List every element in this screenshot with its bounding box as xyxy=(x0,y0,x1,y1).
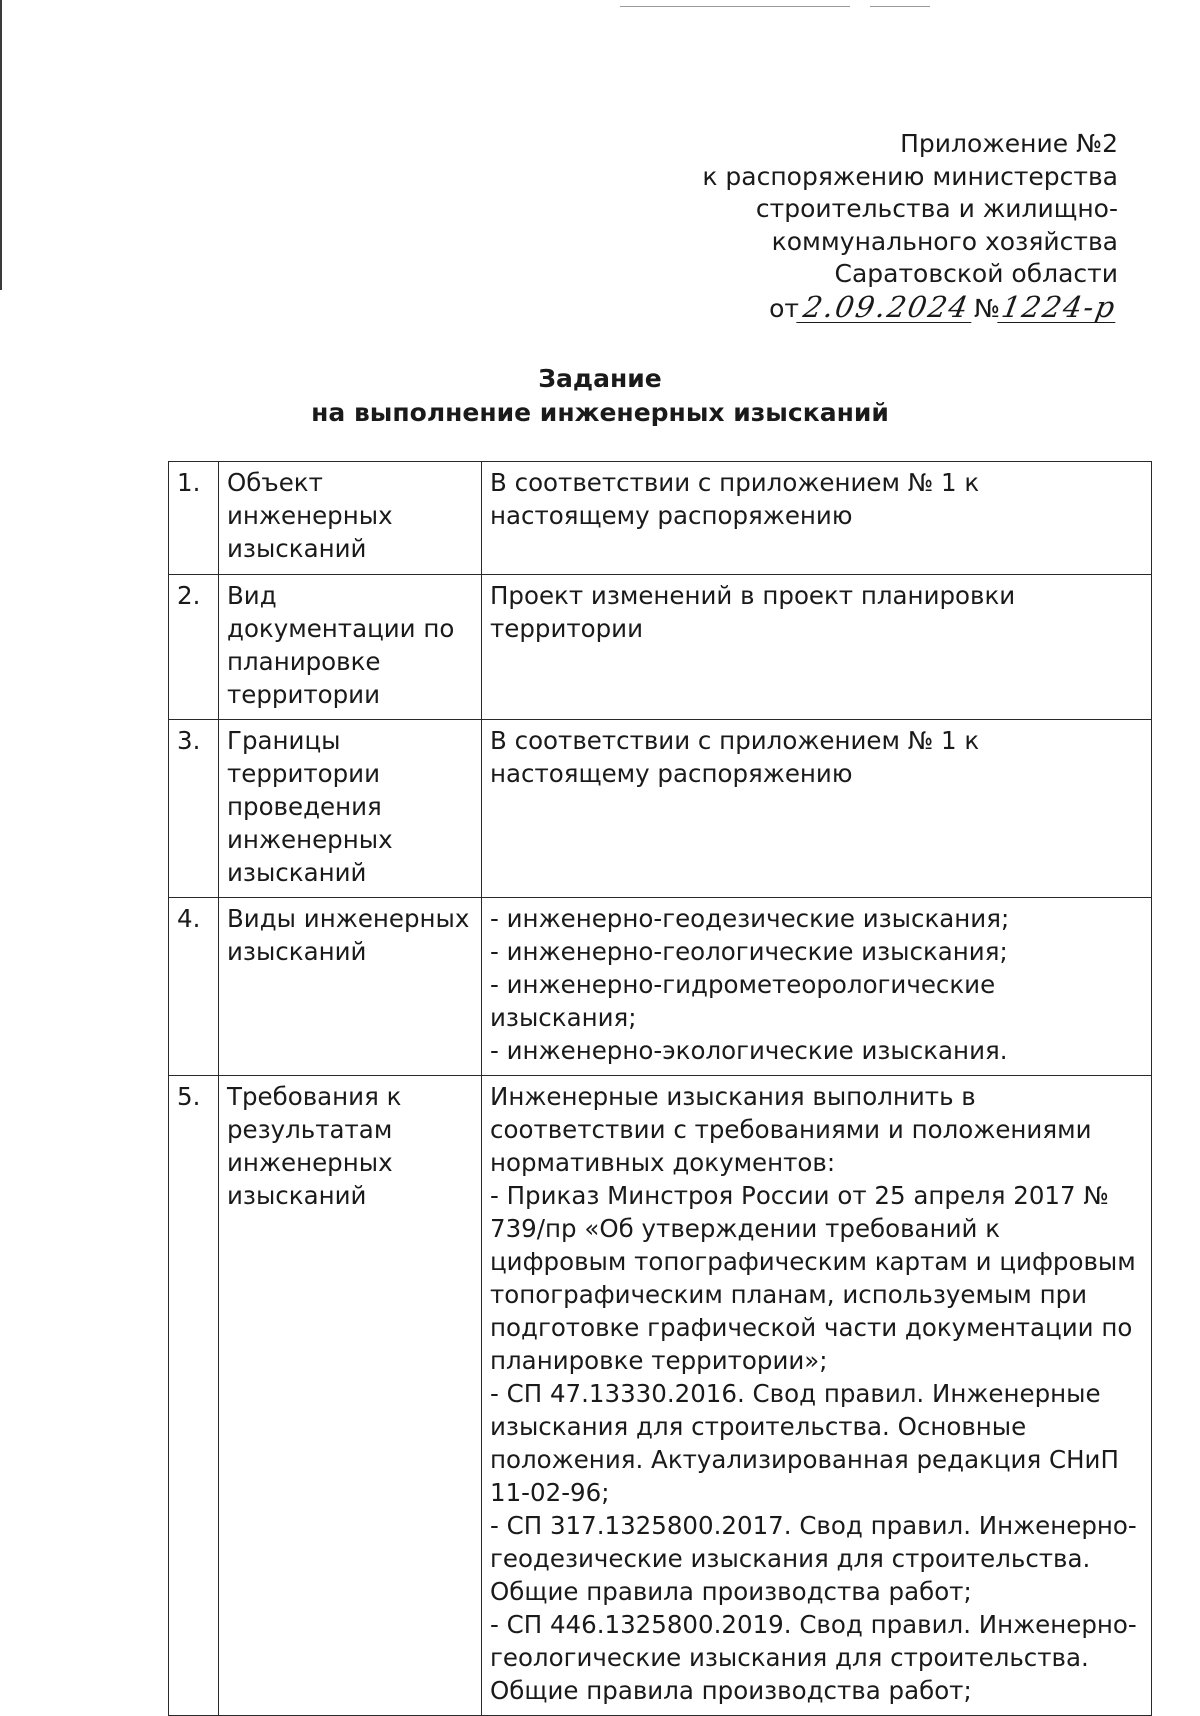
table-row xyxy=(169,898,1152,1076)
row-label: Границы территории проведения инженерных изысканий xyxy=(219,720,482,898)
content-paragraph: - СП 317.1325800.2017. Свод правил. Инженерно-геодезические изыскания для строительства. Общие правила производства работ; xyxy=(490,1511,1137,1606)
title-line-1: Задание xyxy=(538,364,662,393)
row-label: Требования к результатам инженерных изысканий xyxy=(219,1076,482,1716)
row-content xyxy=(482,575,1152,720)
content-paragraph: В соответствии с приложением № 1 к настоящему распоряжению xyxy=(490,468,980,530)
table-row xyxy=(169,720,1152,898)
table-row xyxy=(169,462,1152,575)
content-paragraph: - СП 446.1325800.2019. Свод правил. Инженерно-геологические изыскания для строительства. Общие правила производства работ; xyxy=(490,1610,1137,1705)
date-prefix: от xyxy=(769,293,799,323)
row-label: Объект инженерных изысканий xyxy=(219,462,482,575)
appendix-title: Приложение №2 xyxy=(900,129,1118,158)
row-content xyxy=(482,1076,1152,1716)
row-number: 5. xyxy=(169,1076,219,1716)
row-number: 3. xyxy=(169,720,219,898)
order-date-line xyxy=(598,289,1120,326)
title-line-2: на выполнение инженерных изысканий xyxy=(311,398,889,427)
table-row xyxy=(169,1076,1152,1716)
header-line: коммунального хозяйства xyxy=(771,226,1118,256)
scan-left-edge xyxy=(0,0,2,290)
document-title xyxy=(0,362,1200,430)
row-label: Вид документации по планировке территории xyxy=(219,575,482,720)
content-paragraph: - инженерно-геодезические изыскания; xyxy=(490,904,1010,933)
task-table xyxy=(168,461,1152,1716)
content-paragraph: Инженерные изыскания выполнить в соответствии с требованиями и положениями нормативных документов: xyxy=(490,1082,1092,1177)
header-line: Саратовской области xyxy=(834,259,1118,288)
row-content xyxy=(482,898,1152,1076)
content-paragraph: В соответствии с приложением № 1 к настоящему распоряжению xyxy=(490,726,980,788)
content-paragraph: - Приказ Минстроя России от 25 апреля 2017 № 739/пр «Об утверждении требований к цифровым топографическим картам и цифровым топографическим планам, используемым при подготовке графической части документации по планировке территории»; xyxy=(490,1181,1136,1375)
appendix-header xyxy=(598,128,1118,325)
number-prefix: № xyxy=(973,293,1000,323)
row-number: 1. xyxy=(169,462,219,575)
handwritten-date: 2.09.2024 xyxy=(796,292,976,323)
handwritten-number: 1224-р xyxy=(998,289,1120,324)
row-content xyxy=(482,720,1152,898)
header-line: строительства и жилищно- xyxy=(755,194,1118,223)
row-content xyxy=(482,462,1152,575)
content-paragraph: - инженерно-гидрометеорологические изыскания; xyxy=(490,970,996,1032)
table-row xyxy=(169,575,1152,720)
content-paragraph: - СП 47.13330.2016. Свод правил. Инженерные изыскания для строительства. Основные положения. Актуализированная редакция СНиП 11-02-96; xyxy=(490,1379,1119,1507)
content-paragraph: Проект изменений в проект планировки территории xyxy=(490,581,1016,643)
header-line: к распоряжению министерства xyxy=(702,161,1118,191)
row-number: 4. xyxy=(169,898,219,1076)
scan-top-line xyxy=(870,6,930,7)
scan-top-line xyxy=(620,6,850,7)
row-label: Виды инженерных изысканий xyxy=(219,898,482,1076)
content-paragraph: - инженерно-геологические изыскания; xyxy=(490,937,1008,966)
row-number: 2. xyxy=(169,575,219,720)
content-paragraph: - инженерно-экологические изыскания. xyxy=(490,1036,1008,1065)
